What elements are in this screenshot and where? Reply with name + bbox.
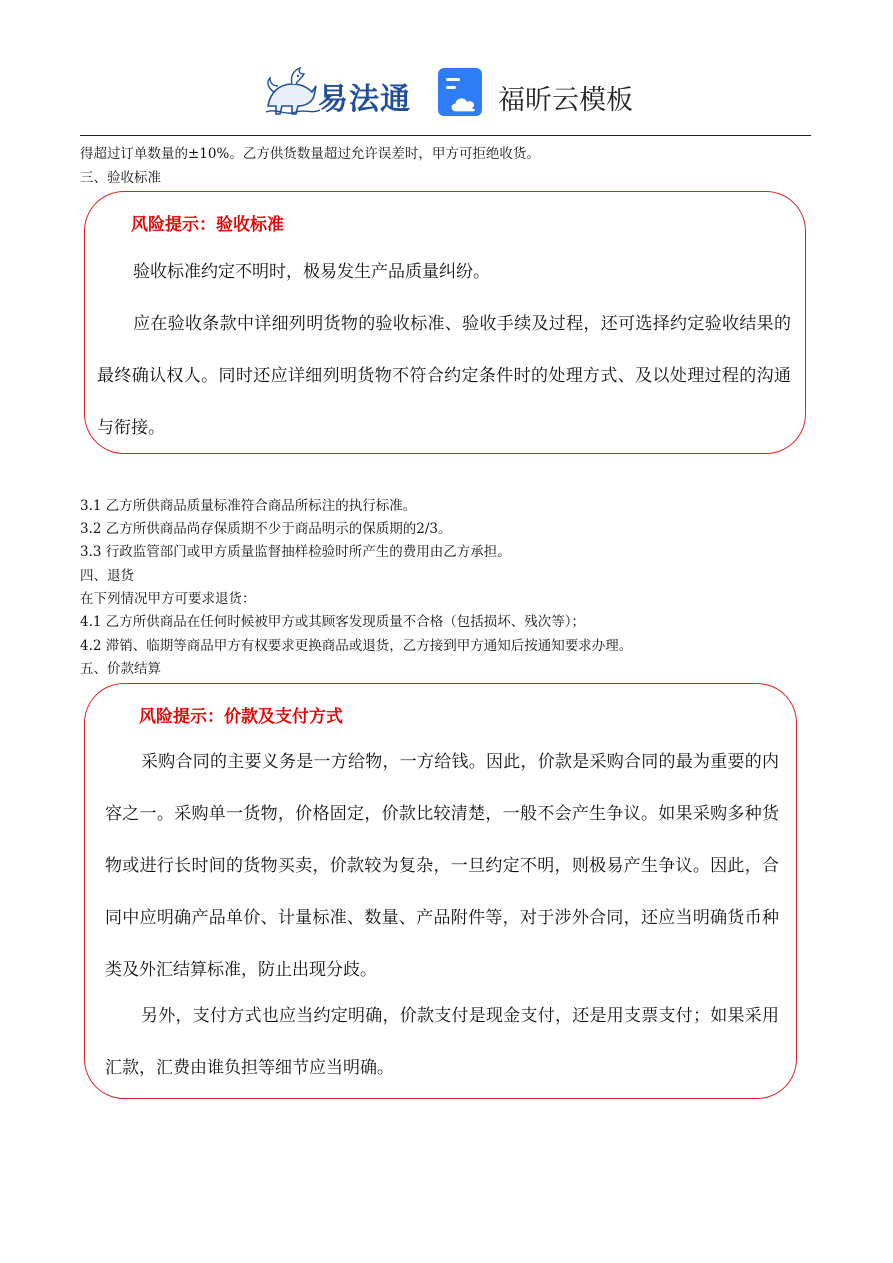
header-divider [80,135,811,136]
section-heading: 四、退货 [80,568,134,584]
clause-4-2: 4.2 滞销、临期等商品甲方有权要求更换商品或退货，乙方接到甲方通知后按通知要求办理。 [80,638,633,654]
qilin-logo-icon [262,62,322,118]
clause-3-1: 3.1 乙方所供商品质量标准符合商品所标注的执行标准。 [80,498,417,514]
cloud-document-icon [436,66,488,120]
risk-note-title: 风险提示：价款及支付方式 [139,707,343,727]
yifatong-logo [262,62,412,118]
risk-note-title: 风险提示：验收标准 [131,215,284,235]
fuxin-logo-text: 福昕云模板 [498,85,633,116]
risk-note-paragraph: 验收标准约定不明时，极易发生产品质量纠纷。 [133,262,490,282]
page-header [0,58,893,126]
clause-3-3: 3.3 行政监管部门或甲方质量监督抽样检验时所产生的费用由乙方承担。 [80,544,511,560]
body-text-line: 得超过订单数量的±10%。乙方供货数量超过允许误差时，甲方可拒绝收货。 [80,146,540,162]
risk-note-paragraph: 应在验收条款中详细列明货物的验收标准、验收手续及过程，还可选择约定验收结果的最终确认权人。同时还应详细列明货物不符合约定条件时的处理方式、及以处理过程的沟通与衔接。 [97,314,791,438]
risk-note-paragraph: 采购合同的主要义务是一方给物，一方给钱。因此，价款是采购合同的最为重要的内容之一。采购单一货物，价格固定，价款比较清楚，一般不会产生争议。如果采购多种货物或进行长时间的货物买卖，价款较为复杂，一旦约定不明，则极易产生争议。因此，合同中应明确产品单价、计量标准、数量、产品附件等，对于涉外合同，还应当明确货币种类及外汇结算标准，防止出现分歧。 [105,752,779,980]
yifatong-logo-text: 易法通 [318,82,411,117]
clause-3-2: 3.2 乙方所供商品尚存保质期不少于商品明示的保质期的2/3。 [80,521,452,537]
risk-note-payment [84,683,797,1099]
clause-4-1: 4.1 乙方所供商品在任何时候被甲方或其顾客发现质量不合格（包括损坏、残次等）； [80,614,586,630]
risk-note-paragraph: 另外，支付方式也应当约定明确，价款支付是现金支付，还是用支票支付；如果采用汇款，汇费由谁负担等细节应当明确。 [105,1006,779,1078]
section-heading: 三、验收标准 [80,170,161,186]
body-text-line: 在下列情况甲方可要求退货： [80,591,256,607]
section-heading: 五、价款结算 [80,661,161,677]
fuxin-logo [436,66,636,120]
risk-note-acceptance [84,191,806,454]
